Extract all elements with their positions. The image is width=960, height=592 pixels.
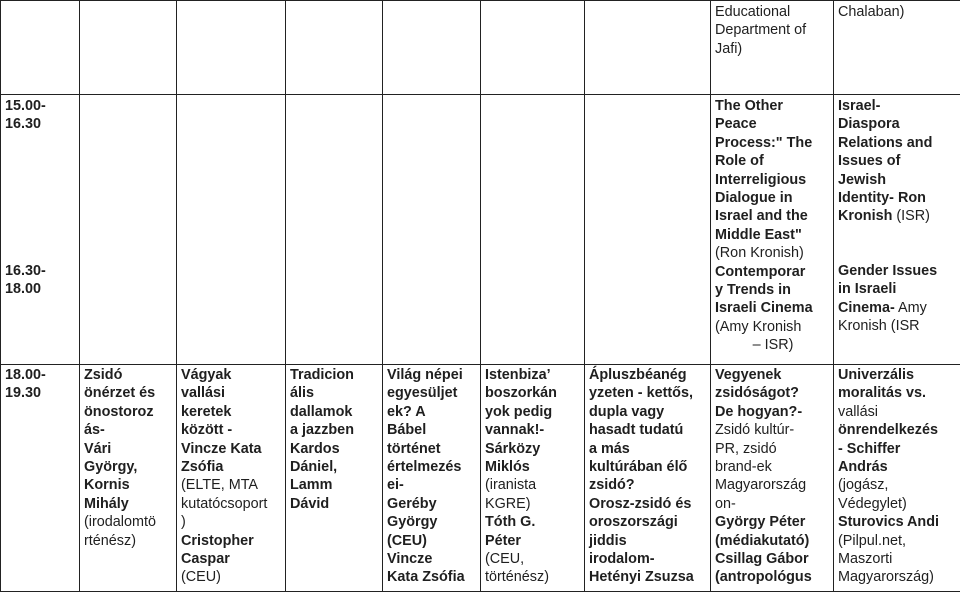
- session-title: Gender Issues: [838, 262, 958, 280]
- talk-line: Dávid: [290, 495, 380, 513]
- talk-line: vallási: [181, 384, 283, 402]
- talk-line: Kornis: [84, 476, 174, 494]
- talk-line: hasadt tudatú: [589, 421, 708, 439]
- talk-line: Istenbiza’: [485, 366, 582, 384]
- talk-line: (antropológus: [715, 568, 831, 586]
- talk-line: Lamm: [290, 476, 380, 494]
- talk-line: Péter: [485, 532, 582, 550]
- session-title: Role of: [715, 152, 831, 170]
- talk-line: Orosz-zsidó és: [589, 495, 708, 513]
- talk-line: Bábel: [387, 421, 478, 439]
- talk-line: a jazzben: [290, 421, 380, 439]
- top-col4-cell: [383, 1, 481, 95]
- talk-line: Kardos: [290, 440, 380, 458]
- talk-line: dallamok: [290, 403, 380, 421]
- talk-line: PR, zsidó: [715, 440, 831, 458]
- top-col7-cell: [711, 1, 834, 95]
- talk-line: Zsidó: [84, 366, 174, 384]
- talk-line: a más: [589, 440, 708, 458]
- session-title: Diaspora: [838, 115, 958, 133]
- top-col7-line: Department of: [715, 21, 831, 39]
- talk-line: Kata Zsófia: [387, 568, 478, 586]
- mid-col2-cell: [177, 95, 286, 365]
- session-title: in Israeli: [838, 280, 958, 298]
- mid-col1-cell: [80, 95, 177, 365]
- session-title: [838, 299, 958, 317]
- talk-line: Csillag Gábor: [715, 550, 831, 568]
- talk-line: György,: [84, 458, 174, 476]
- session-title: Jewish: [838, 171, 958, 189]
- talk-line: Dániel,: [290, 458, 380, 476]
- session-title: Identity- Ron: [838, 189, 958, 207]
- time-slot-3: 19.30: [5, 384, 77, 402]
- session-title: Peace: [715, 115, 831, 133]
- talk-line: György: [387, 513, 478, 531]
- bottom-col4-cell: [383, 365, 481, 592]
- session-title: Contemporar: [715, 263, 831, 281]
- talk-line: András: [838, 458, 958, 476]
- session-speaker: Kronish (ISR: [838, 317, 958, 335]
- talk-line: irodalom-: [589, 550, 708, 568]
- talk-line: (médiakutató): [715, 532, 831, 550]
- mid-col4-cell: [383, 95, 481, 365]
- talk-line: jiddis: [589, 532, 708, 550]
- talk-line: önrendelkezés: [838, 421, 958, 439]
- time-slot-1: 15.00-: [5, 97, 77, 115]
- talk-line: önérzet és: [84, 384, 174, 402]
- session-title: Dialogue in: [715, 189, 831, 207]
- talk-line: Maszorti: [838, 550, 958, 568]
- talk-line: Ápluszbéanég: [589, 366, 708, 384]
- top-row: [1, 1, 960, 95]
- session-title-part: Cinema-: [838, 300, 895, 316]
- talk-line: Vincze: [387, 550, 478, 568]
- talk-line: zsidó?: [589, 476, 708, 494]
- session-title: Israel and the: [715, 207, 831, 225]
- top-col5-cell: [481, 1, 585, 95]
- time-slot-2: 16.30-: [5, 262, 46, 280]
- talk-line: Magyarország): [838, 568, 958, 586]
- bottom-col2-cell: [177, 365, 286, 592]
- mid-time-cell: [1, 95, 80, 365]
- time-slot-3: 18.00-: [5, 366, 77, 384]
- top-col7-line: Jafi): [715, 40, 831, 58]
- session-title: Israeli Cinema: [715, 299, 831, 317]
- talk-line: yzeten - kettős,: [589, 384, 708, 402]
- talk-line: Tóth G.: [485, 513, 582, 531]
- talk-line: Világ népei: [387, 366, 478, 384]
- middle-row: [1, 95, 960, 365]
- session-title: y Trends in: [715, 281, 831, 299]
- top-col6-cell: [585, 1, 711, 95]
- talk-line: között -: [181, 421, 283, 439]
- talk-line: (jogász,: [838, 476, 958, 494]
- talk-line: Miklós: [485, 458, 582, 476]
- talk-line: KGRE): [485, 495, 582, 513]
- talk-line: ): [181, 513, 283, 531]
- talk-line: rténész): [84, 532, 174, 550]
- bottom-col3-cell: [286, 365, 383, 592]
- talk-line: (iranista: [485, 476, 582, 494]
- session-speaker: – ISR): [715, 336, 831, 354]
- talk-line: Hetényi Zsuzsa: [589, 568, 708, 586]
- session-title: Process:" The: [715, 134, 831, 152]
- talk-line: zsidóságot?: [715, 384, 831, 402]
- talk-line: Vágyak: [181, 366, 283, 384]
- top-col2-cell: [177, 1, 286, 95]
- talk-line: Geréby: [387, 495, 478, 513]
- bottom-col1-cell: [80, 365, 177, 592]
- bottom-col7-cell: [711, 365, 834, 592]
- talk-line: Sárközy: [485, 440, 582, 458]
- session-speaker-suffix: (ISR): [892, 208, 930, 224]
- talk-line: egyesüljet: [387, 384, 478, 402]
- top-col1-cell: [80, 1, 177, 95]
- talk-line: Univerzális: [838, 366, 958, 384]
- talk-line: Sturovics Andi: [838, 513, 958, 531]
- talk-line: (irodalomtö: [84, 513, 174, 531]
- top-time-cell: [1, 1, 80, 95]
- talk-line: ális: [290, 384, 380, 402]
- session-title: Middle East": [715, 226, 831, 244]
- talk-line: kultúrában élő: [589, 458, 708, 476]
- talk-line: De hogyan?-: [715, 403, 831, 421]
- top-col3-cell: [286, 1, 383, 95]
- session-speaker: Kronish: [838, 208, 892, 224]
- talk-line: (Pilpul.net,: [838, 532, 958, 550]
- session-title: The Other: [715, 97, 831, 115]
- talk-line: kutatócsoport: [181, 495, 283, 513]
- talk-line: - Schiffer: [838, 440, 958, 458]
- bottom-col6-cell: [585, 365, 711, 592]
- talk-line: ei-: [387, 476, 478, 494]
- talk-line: (CEU,: [485, 550, 582, 568]
- talk-line: dupla vagy: [589, 403, 708, 421]
- bottom-col8-cell: [834, 365, 960, 592]
- talk-line: Tradicion: [290, 366, 380, 384]
- time-slot-1: 16.30: [5, 115, 77, 133]
- bottom-col5-cell: [481, 365, 585, 592]
- mid-col8-cell: [834, 95, 960, 365]
- talk-line: moralitás vs.: [838, 384, 958, 402]
- bottom-time-cell: [1, 365, 80, 592]
- mid-col5-cell: [481, 95, 585, 365]
- talk-line: önostoroz: [84, 403, 174, 421]
- session-speaker: (Amy Kronish: [715, 318, 831, 336]
- talk-line: oroszországi: [589, 513, 708, 531]
- session-speaker: (Ron Kronish): [715, 244, 831, 262]
- session-speaker-part: Amy: [895, 300, 927, 316]
- session-title: Interreligious: [715, 171, 831, 189]
- top-col8-line: Chalaban): [838, 3, 958, 21]
- session-title: Issues of: [838, 152, 958, 170]
- talk-line: (CEU): [387, 532, 478, 550]
- talk-line: Cristopher: [181, 532, 283, 550]
- talk-line: boszorkán: [485, 384, 582, 402]
- talk-line: történész): [485, 568, 582, 586]
- talk-line: Zsófia: [181, 458, 283, 476]
- talk-line: Mihály: [84, 495, 174, 513]
- talk-line: György Péter: [715, 513, 831, 531]
- talk-line: Zsidó kultúr-: [715, 421, 831, 439]
- talk-line: Védegylet): [838, 495, 958, 513]
- bottom-row: [1, 365, 960, 592]
- talk-line: ás-: [84, 421, 174, 439]
- talk-line: vallási: [838, 403, 958, 421]
- session-title: [838, 207, 958, 225]
- talk-line: yok pedig: [485, 403, 582, 421]
- talk-line: keretek: [181, 403, 283, 421]
- talk-line: (ELTE, MTA: [181, 476, 283, 494]
- talk-line: értelmezés: [387, 458, 478, 476]
- talk-line: Vincze Kata: [181, 440, 283, 458]
- session-title: Relations and: [838, 134, 958, 152]
- talk-line: (CEU): [181, 568, 283, 586]
- talk-line: brand-ek: [715, 458, 831, 476]
- talk-line: Magyarország: [715, 476, 831, 494]
- talk-line: történet: [387, 440, 478, 458]
- talk-line: Caspar: [181, 550, 283, 568]
- talk-line: Vári: [84, 440, 174, 458]
- talk-line: ek? A: [387, 403, 478, 421]
- session-title: Israel-: [838, 97, 958, 115]
- top-col8-cell: [834, 1, 960, 95]
- mid-col7-cell: [711, 95, 834, 365]
- mid-col6-cell: [585, 95, 711, 365]
- talk-line: Vegyenek: [715, 366, 831, 384]
- talk-line: vannak!-: [485, 421, 582, 439]
- talk-line: on-: [715, 495, 831, 513]
- mid-col3-cell: [286, 95, 383, 365]
- time-slot-2: 18.00: [5, 280, 46, 298]
- top-col7-line: Educational: [715, 3, 831, 21]
